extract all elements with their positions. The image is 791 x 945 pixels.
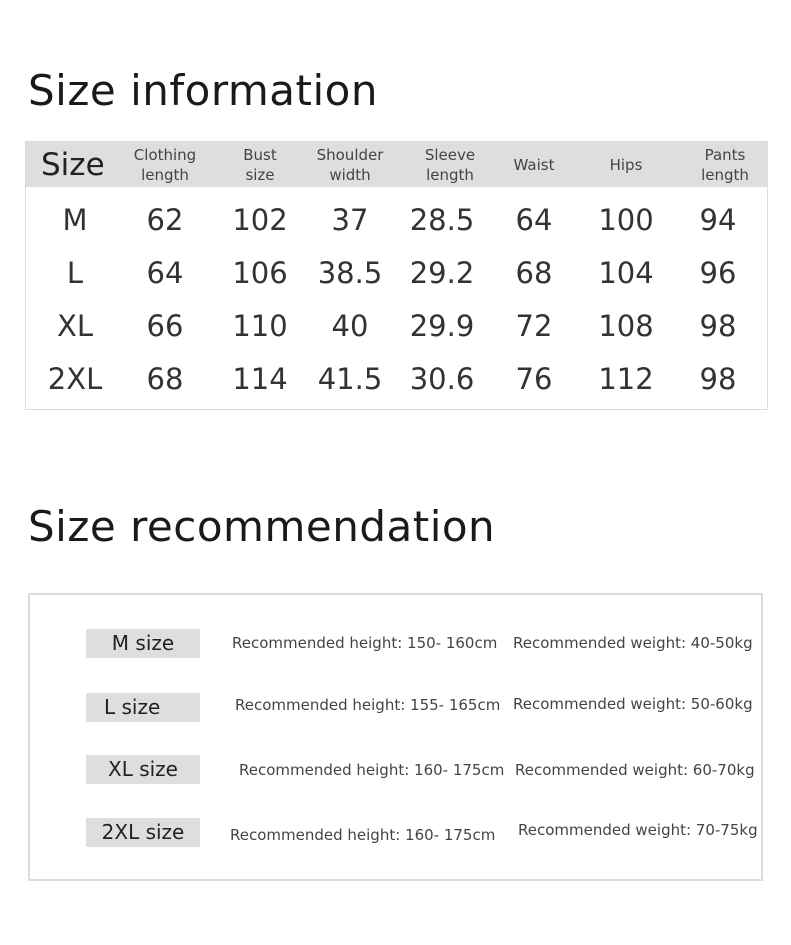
header-sleeve-length: Sleeve length <box>424 146 476 184</box>
row-size-2xl: 2XL <box>47 362 103 396</box>
recommended-weight: Recommended weight: 50-60kg <box>513 695 753 713</box>
size-recommendation-title: Size recommendation <box>28 502 496 551</box>
table-cell: 108 <box>598 309 654 343</box>
header-clothing-length: Clothing length <box>133 146 197 184</box>
table-cell: 110 <box>232 309 288 343</box>
table-cell: 29.9 <box>409 309 475 343</box>
table-cell: 106 <box>232 256 288 290</box>
table-cell: 72 <box>515 309 553 343</box>
table-cell: 64 <box>515 203 553 237</box>
size-badge-2xl: 2XL size <box>86 818 200 847</box>
recommended-height: Recommended height: 160- 175cm <box>230 826 496 844</box>
header-waist: Waist <box>513 156 555 174</box>
size-badge-m: M size <box>86 629 200 658</box>
header-bust-size: Bust size <box>243 146 277 184</box>
size-table-header <box>26 142 767 187</box>
recommended-height: Recommended height: 155- 165cm <box>235 696 501 714</box>
recommended-weight: Recommended weight: 40-50kg <box>513 634 753 652</box>
table-cell: 30.6 <box>409 362 475 396</box>
table-cell: 94 <box>699 203 737 237</box>
table-cell: 104 <box>598 256 654 290</box>
table-cell: 114 <box>232 362 288 396</box>
table-cell: 68 <box>515 256 553 290</box>
size-badge-xl: XL size <box>86 755 200 784</box>
table-cell: 62 <box>146 203 184 237</box>
table-cell: 28.5 <box>409 203 475 237</box>
header-pants-length: Pants length <box>701 146 749 184</box>
table-cell: 41.5 <box>317 362 383 396</box>
size-recommendation-box <box>28 593 763 881</box>
row-size-m: M <box>62 203 88 237</box>
table-cell: 37 <box>331 203 369 237</box>
recommended-height: Recommended height: 160- 175cm <box>239 761 505 779</box>
table-cell: 100 <box>598 203 654 237</box>
size-badge-l: L size <box>86 693 200 722</box>
size-information-title: Size information <box>28 66 378 115</box>
table-cell: 29.2 <box>409 256 475 290</box>
table-cell: 96 <box>699 256 737 290</box>
row-size-xl: XL <box>56 309 94 343</box>
table-cell: 76 <box>515 362 553 396</box>
table-cell: 64 <box>146 256 184 290</box>
header-hips: Hips <box>609 156 643 174</box>
recommended-height: Recommended height: 150- 160cm <box>232 634 498 652</box>
table-cell: 38.5 <box>317 256 383 290</box>
table-cell: 112 <box>598 362 654 396</box>
table-cell: 40 <box>331 309 369 343</box>
header-size: Size <box>41 147 105 183</box>
size-table <box>25 141 768 410</box>
table-cell: 68 <box>146 362 184 396</box>
recommended-weight: Recommended weight: 60-70kg <box>515 761 755 779</box>
table-cell: 102 <box>232 203 288 237</box>
row-size-l: L <box>66 256 84 290</box>
header-shoulder-width: Shoulder width <box>316 146 384 184</box>
table-cell: 98 <box>699 362 737 396</box>
recommended-weight: Recommended weight: 70-75kg <box>518 821 758 839</box>
table-cell: 66 <box>146 309 184 343</box>
table-cell: 98 <box>699 309 737 343</box>
